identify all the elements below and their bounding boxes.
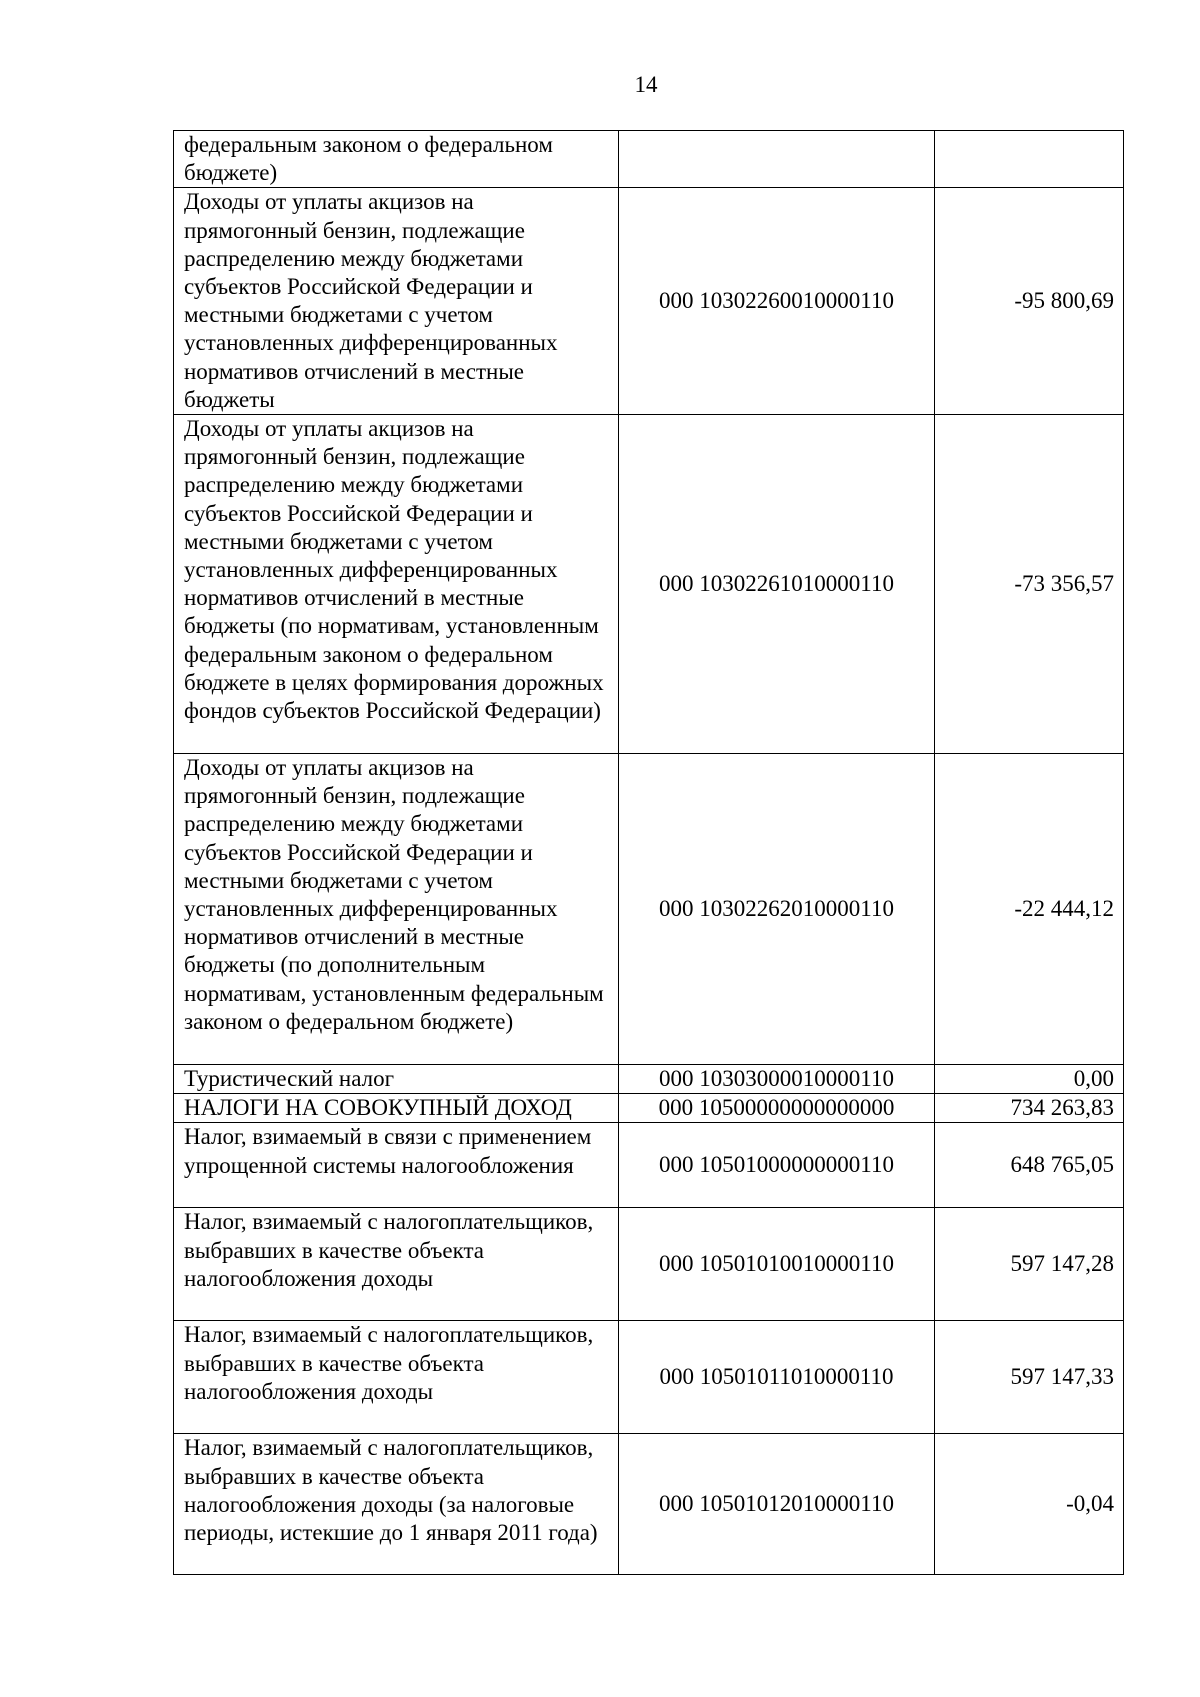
revenue-name-cell: федеральным законом о федеральном бюджете) <box>174 131 619 188</box>
amount-cell: -22 444,12 <box>935 754 1124 1065</box>
table-row <box>174 188 1124 415</box>
page-number: 14 <box>634 72 658 97</box>
amount-cell <box>935 131 1124 188</box>
table-row <box>174 1065 1124 1094</box>
revenue-name-cell: НАЛОГИ НА СОВОКУПНЫЙ ДОХОД <box>174 1094 619 1123</box>
table-row <box>174 415 1124 754</box>
amount-cell: 597 147,28 <box>935 1208 1124 1321</box>
table-row <box>174 1434 1124 1575</box>
table-row <box>174 1208 1124 1321</box>
amount-cell: 597 147,33 <box>935 1321 1124 1434</box>
table-row <box>174 1321 1124 1434</box>
table-row <box>174 1123 1124 1208</box>
revenue-name-cell: Туристический налог <box>174 1065 619 1094</box>
amount-cell: 0,00 <box>935 1065 1124 1094</box>
budget-code-cell: 000 10501011010000110 <box>619 1321 935 1434</box>
revenue-name-cell: Налог, взимаемый с налогоплательщиков, выбравших в качестве объекта налогообложения доходы <box>174 1321 619 1434</box>
amount-cell: 734 263,83 <box>935 1094 1124 1123</box>
revenue-name-cell: Налог, взимаемый с налогоплательщиков, выбравших в качестве объекта налогообложения доходы <box>174 1208 619 1321</box>
amount-cell: 648 765,05 <box>935 1123 1124 1208</box>
budget-code-cell: 000 10500000000000000 <box>619 1094 935 1123</box>
table-row <box>174 131 1124 188</box>
amount-cell: -73 356,57 <box>935 415 1124 754</box>
budget-code-cell: 000 10302261010000110 <box>619 415 935 754</box>
budget-code-cell: 000 10501012010000110 <box>619 1434 935 1575</box>
revenue-table <box>173 130 1124 1575</box>
budget-code-cell: 000 10303000010000110 <box>619 1065 935 1094</box>
amount-cell: -95 800,69 <box>935 188 1124 415</box>
budget-code-cell <box>619 131 935 188</box>
table-row <box>174 754 1124 1065</box>
budget-code-cell: 000 10302262010000110 <box>619 754 935 1065</box>
amount-cell: -0,04 <box>935 1434 1124 1575</box>
table-row <box>174 1094 1124 1123</box>
revenue-name-cell: Налог, взимаемый в связи с применением упрощенной системы налогообложения <box>174 1123 619 1208</box>
revenue-name-cell: Доходы от уплаты акцизов на прямогонный бензин, подлежащие распределению между бюджетами субъектов Российской Федерации и местными бюджетами с учетом установленных дифференцированных нормативов отчислений в местные бюджеты (по дополнительным нормативам, установленным федеральным законом о федеральном бюджете) <box>174 754 619 1065</box>
budget-code-cell: 000 10501000000000110 <box>619 1123 935 1208</box>
revenue-name-cell: Налог, взимаемый с налогоплательщиков, выбравших в качестве объекта налогообложения доходы (за налоговые периоды, истекшие до 1 января 2011 года) <box>174 1434 619 1575</box>
revenue-name-cell: Доходы от уплаты акцизов на прямогонный бензин, подлежащие распределению между бюджетами субъектов Российской Федерации и местными бюджетами с учетом установленных дифференцированных нормативов отчислений в местные бюджеты <box>174 188 619 415</box>
revenue-name-cell: Доходы от уплаты акцизов на прямогонный бензин, подлежащие распределению между бюджетами субъектов Российской Федерации и местными бюджетами с учетом установленных дифференцированных нормативов отчислений в местные бюджеты (по нормативам, установленным федеральным законом о федеральном бюджете в целях формирования дорожных фондов субъектов Российской Федерации) <box>174 415 619 754</box>
budget-code-cell: 000 10302260010000110 <box>619 188 935 415</box>
budget-code-cell: 000 10501010010000110 <box>619 1208 935 1321</box>
